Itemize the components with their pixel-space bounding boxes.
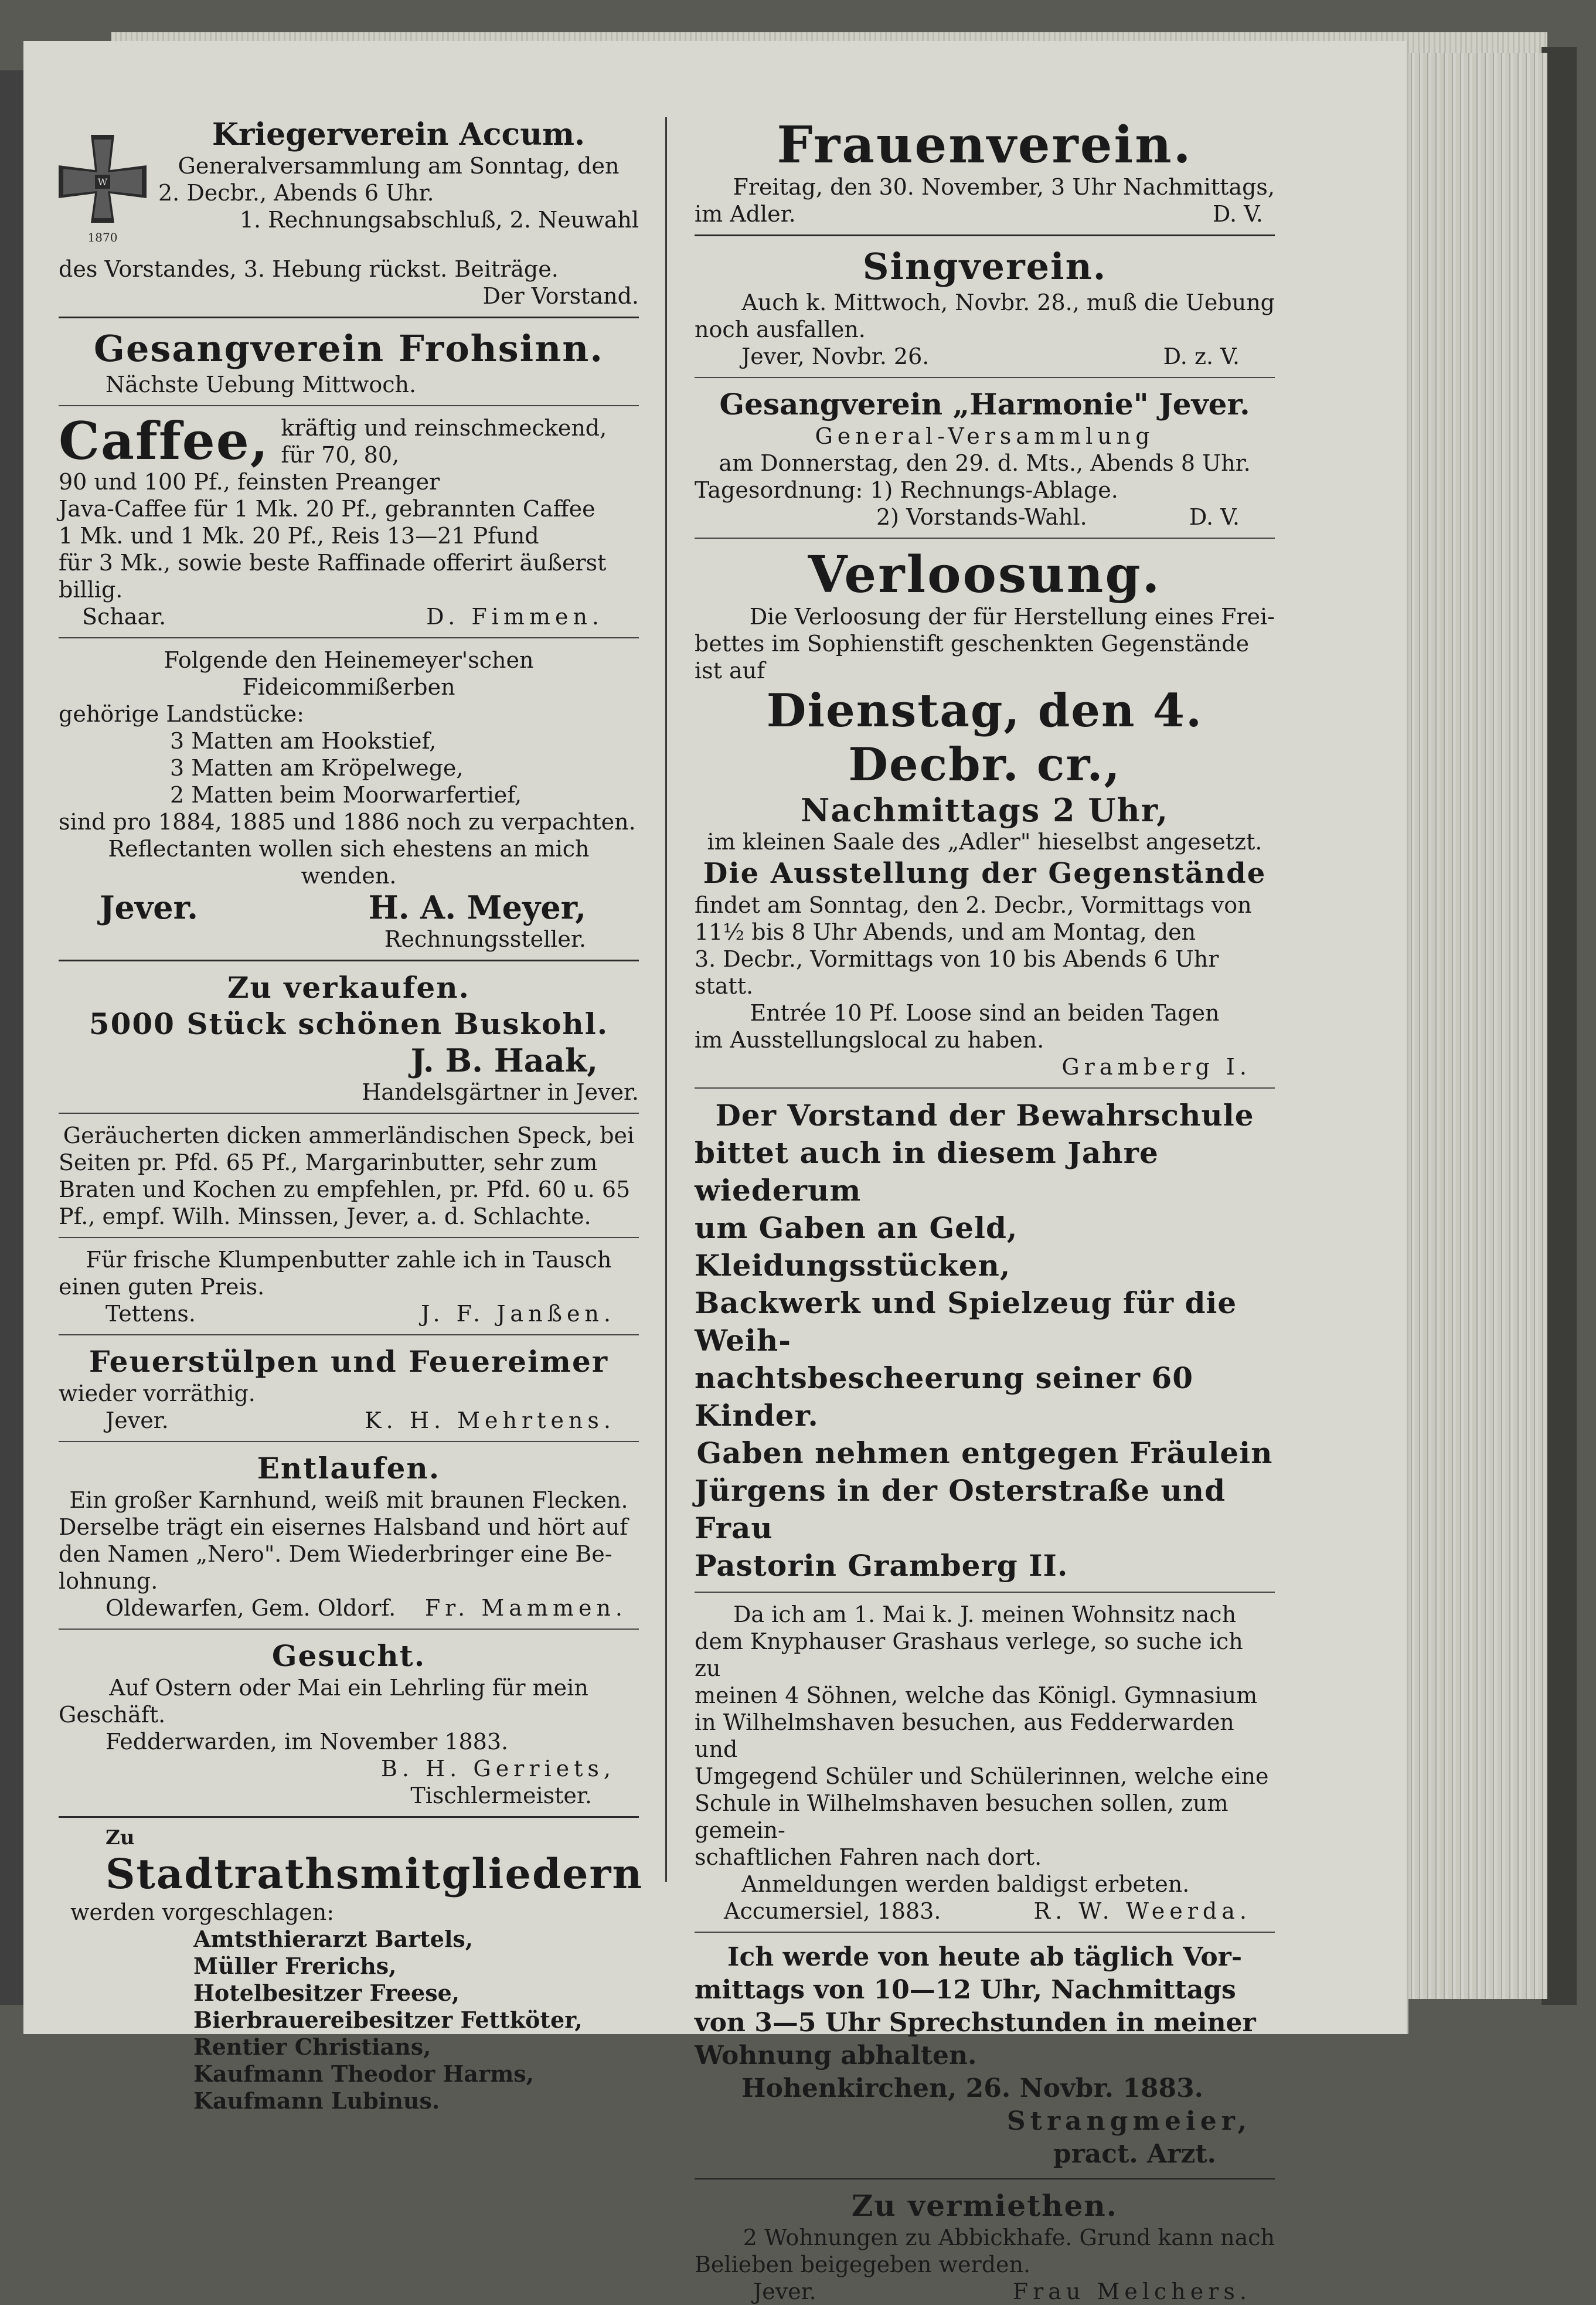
melchers-line-2: Belieben beigegeben werden. [695,2252,1031,2277]
janszen-line-2: einen guten Preis. [59,1274,265,1300]
divider [695,234,1275,236]
weerda-line-3: meinen 4 Söhnen, welche das Königl. Gymnasium [695,1682,1258,1708]
weerda-line-7: schaftlichen Fahren nach dort. [695,1844,1042,1870]
minssen-line-1: Geräucherten dicken ammerländischen Speck, bei [63,1123,635,1148]
meyer-line-1: Folgende den Heinemeyer'schen Fideicommißerben [164,647,534,700]
gerriets-role: Tischlermeister. [410,1783,592,1808]
verloosung-line-5: 3. Decbr., Vormittags von 10 bis Abends 6 Uhr statt. [695,946,1219,999]
mammen-line-1: Ein großer Karnhund, weiß mit braunen Flecken. [69,1487,628,1513]
minssen-line-3: Braten und Kochen zu empfehlen, pr. Pfd. 60 u. 65 [59,1177,631,1202]
kriegerverein-title: Kriegerverein Accum. [212,117,586,152]
frauenverein-title: Frauenverein. [777,115,1193,175]
verloosung-line-6: Entrée 10 Pf. Loose sind an beiden Tagen [750,1000,1220,1026]
minssen-line-2: Seiten pr. Pfd. 65 Pf., Margarinbutter, sehr zum [59,1150,598,1175]
mehrtens-title: Feuerstülpen und Feuereimer [89,1344,609,1379]
book-gutter [0,70,23,2005]
caffee-line-1: kräftig und reinschmeckend, für 70, 80, [281,415,607,468]
mehrtens-place: Jever. [106,1408,169,1433]
verloosung-line-3: findet am Sonntag, den 2. Decbr., Vormittags von [695,892,1252,918]
kv-line-1: Generalversammlung am Sonntag, den [178,153,620,179]
verloosung-line-7: im Ausstellungslocal zu haben. [695,1027,1044,1053]
harmonie-sign: D. V. [1189,504,1240,530]
divider [59,1629,639,1630]
mammen-line-3: den Namen „Nero". Dem Wiederbringer eine Be- [59,1541,612,1567]
ad-verloosung [695,547,1275,1080]
frauenverein-sign: D. V. [1212,201,1263,227]
frauenverein-line: Freitag, den 30. November, 3 Uhr Nachmittags, [733,174,1275,200]
stadtrath-name-7: Kaufmann Lubinus. [193,2088,440,2114]
divider [59,637,639,638]
bewahr-line-7: Jürgens in der Osterstraße und Frau [695,1473,1226,1545]
weerda-line-8: Anmeldungen werden baldigst erbeten. [741,1871,1190,1897]
haak-title: Zu verkaufen. [227,970,470,1005]
strang-line-3: von 3—5 Uhr Sprechstunden in meiner [695,2008,1256,2038]
meyer-line-2: gehörige Landstücke: [59,701,304,727]
meyer-role: Rechnungssteller. [384,926,586,952]
stadtrath-prefix: Zu [106,1826,135,1850]
svg-text:W: W [97,176,108,188]
meyer-name: H. A. Meyer, [368,889,586,926]
caffee-word: Caffee, [59,410,270,471]
divider [695,1932,1275,1933]
verloosung-line-2: bettes im Sophienstift geschenkten Gegenstände ist auf [695,631,1250,684]
gerriets-name: B. H. Gerriets, [380,1756,615,1782]
stadtrath-title: Stadtrathsmitgliedern [106,1850,644,1898]
weerda-line-2: dem Knyphauser Grashaus verlege, so suche ich zu [695,1629,1243,1681]
weerda-place: Accumersiel, 1883. [724,1898,941,1924]
harmonie-title: Gesangverein „Harmonie" Jever. [719,387,1250,421]
bewahr-line-3: um Gaben an Geld, Kleidungsstücken, [695,1211,1018,1283]
bewahr-line-2: bittet auch in diesem Jahre wiederum [695,1135,1159,1208]
caffee-name: D. Fimmen. [426,604,604,630]
mammen-name: Fr. Mammen. [424,1595,627,1621]
gerriets-line-2: Geschäft. [59,1702,166,1728]
haak-role: Handelsgärtner in Jever. [362,1079,639,1105]
iron-cross-icon [59,135,147,246]
strang-dateline: Hohenkirchen, 26. Novbr. 1883. [741,2073,1204,2103]
strang-line-2: mittags von 10—12 Uhr, Nachmittags [695,1975,1236,2005]
ad-frohsinn [59,327,639,398]
meyer-item-1: 3 Matten am Hookstief, [170,728,437,754]
harmonie-agenda-1: Tagesordnung: 1) Rechnungs-Ablage. [695,477,1118,503]
ad-caffee [59,410,639,630]
ad-minssen [59,1122,639,1230]
janszen-name: J. F. Janßen. [421,1301,615,1327]
divider [59,1334,639,1335]
weerda-line-1: Da ich am 1. Mai k. J. meinen Wohnsitz nach [733,1602,1237,1627]
divider [59,960,639,961]
divider [59,1113,639,1114]
mammen-title: Entlaufen. [257,1451,441,1485]
weerda-name: R. W. Weerda. [1033,1898,1251,1924]
divider [695,1087,1275,1089]
ad-strangmeier [695,1941,1275,2171]
caffee-line-5: für 3 Mk., sowie beste Raffinade offerirt äußerst billig. [59,550,607,603]
divider [695,538,1275,539]
janszen-line-1: Für frische Klumpenbutter zahle ich in Tausch [86,1247,612,1273]
stadtrath-name-2: Müller Frerichs, [193,1953,397,1979]
ad-meyer [59,647,639,953]
mehrtens-line: wieder vorräthig. [59,1381,256,1406]
verloosung-line-1: Die Verloosung der für Herstellung eines Frei- [749,604,1275,630]
gerriets-title: Gesucht. [271,1638,426,1673]
harmonie-agenda-2: 2) Vorstands-Wahl. [876,504,1087,530]
bewahr-line-8: Pastorin Gramberg II. [695,1548,1068,1583]
bewahr-line-5: nachtsbescheerung seiner 60 Kinder. [695,1361,1193,1433]
ad-janszen [59,1246,639,1327]
mammen-line-2: Derselbe trägt ein eisernes Halsband und hört auf [59,1514,628,1540]
weerda-line-5: Umgegend Schüler und Schülerinnen, welche eine [695,1763,1269,1789]
gerriets-line-1: Auf Ostern oder Mai ein Lehrling für mein [109,1675,588,1701]
verloosung-dienstag: Dienstag, den 4. Decbr. cr., [766,684,1203,791]
kv-line-4: des Vorstandes, 3. Hebung rückst. Beiträge. [59,256,559,282]
melchers-title: Zu vermiethen. [851,2188,1118,2223]
left-column [59,117,644,2114]
janszen-place: Tettens. [106,1301,196,1327]
ad-kriegerverein [59,117,639,276]
column-divider [665,117,667,1882]
strang-line-1: Ich werde von heute ab täglich Vor- [727,1942,1243,1972]
verloosung-line-4: 11½ bis 8 Uhr Abends, und am Montag, den [695,919,1196,945]
meyer-line-3: sind pro 1884, 1885 und 1886 noch zu verpachten. [59,809,636,835]
strang-name: Strangmeier, [1006,2106,1251,2136]
frauenverein-place: im Adler. [695,201,796,227]
mammen-place: Oldewarfen, Gem. Oldorf. [106,1595,396,1621]
melchers-line-1: 2 Wohnungen zu Abbickhafe. Grund kann nach [743,2225,1275,2250]
singverein-place: Jever, Novbr. 26. [741,344,930,369]
stadtrath-name-1: Amtsthierarzt Bartels, [193,1926,474,1952]
haak-headline: 5000 Stück schönen Buskohl. [89,1007,609,1041]
meyer-place: Jever. [100,889,198,926]
right-column [695,117,1275,2305]
verloosung-title: Verloosung. [808,545,1162,604]
verloosung-place: im kleinen Saale des „Adler" hieselbst angesetzt. [707,829,1262,855]
ad-harmonie [695,386,1275,531]
divider [59,1816,639,1818]
harmonie-sub: General-Versammlung [815,423,1155,449]
ad-gerriets [59,1638,639,1809]
verloosung-ausstellung: Die Ausstellung der Gegenstände [703,857,1267,890]
mammen-line-4: lohnung. [59,1568,158,1594]
weerda-line-4: in Wilhelmshaven besuchen, aus Fedderwarden und [695,1709,1234,1762]
caffee-line-4: 1 Mk. und 1 Mk. 20 Pf., Reis 13—21 Pfund [59,523,539,549]
meyer-line-4: Reflectanten wollen sich ehestens an mich wenden. [108,836,590,889]
ad-mammen [59,1450,639,1621]
divider [59,405,639,406]
ad-bewahrschule [695,1097,1275,1585]
verloosung-name: Gramberg I. [1061,1054,1251,1080]
frohsinn-line: Nächste Uebung Mittwoch. [106,372,417,397]
bewahr-line-1: Der Vorstand der Bewahrschule [715,1098,1254,1133]
svg-text:1870: 1870 [87,230,118,244]
bewahr-line-6: Gaben nehmen entgegen Fräulein [696,1436,1273,1470]
singverein-sign: D. z. V. [1163,344,1240,369]
stadtrath-name-5: Rentier Christians, [193,2034,431,2060]
page-stack [1407,53,1547,1999]
meyer-item-2: 3 Matten am Kröpelwege, [170,755,464,781]
kv-sign: Der Vorstand. [482,283,639,309]
mehrtens-name: K. H. Mehrtens. [365,1408,615,1433]
ad-melchers [695,2188,1275,2305]
ad-frauenverein [695,117,1275,227]
frohsinn-title: Gesangverein Frohsinn. [94,327,604,370]
ad-singverein [695,244,1275,370]
singverein-line-1: Auch k. Mittwoch, Novbr. 28., muß die Uebung [741,290,1275,315]
strang-role: pract. Arzt. [1053,2139,1216,2169]
bewahr-line-4: Backwerk und Spielzeug für die Weih- [695,1286,1237,1358]
caffee-line-2: 90 und 100 Pf., feinsten Preanger [59,469,440,495]
ad-mehrtens [59,1344,639,1434]
caffee-place: Schaar. [82,604,166,630]
kv-line-3: 1. Rechnungsabschluß, 2. Neuwahl [239,207,639,233]
stadtrath-name-3: Hotelbesitzer Freese, [193,1980,460,2006]
ad-haak [59,970,639,1106]
stadtrath-name-6: Kaufmann Theodor Harms, [193,2061,534,2087]
ad-stadtrath [59,1826,644,2114]
haak-name: J. B. Haak, [410,1042,598,1079]
harmonie-date: am Donnerstag, den 29. d. Mts., Abends 8 Uhr. [719,450,1251,476]
divider [59,317,639,318]
stadtrath-intro: werden vorgeschlagen: [70,1899,335,1925]
kv-line-2: 2. Decbr., Abends 6 Uhr. [158,180,434,206]
ad-weerda [695,1601,1275,1925]
verloosung-time: Nachmittags 2 Uhr, [800,791,1169,829]
singverein-line-2: noch ausfallen. [695,317,866,342]
meyer-item-3: 2 Matten beim Moorwarfertief, [170,782,522,808]
divider [59,1441,639,1442]
divider [695,377,1275,378]
divider [695,2178,1275,2180]
stadtrath-name-4: Bierbrauereibesitzer Fettköter, [193,2007,583,2033]
gerriets-line-3: Fedderwarden, im November 1883. [106,1729,509,1755]
divider [59,1237,639,1238]
singverein-title: Singverein. [862,245,1107,288]
weerda-line-6: Schule in Wilhelmshaven besuchen sollen, zum gemein- [695,1790,1229,1843]
melchers-name: Frau Melchers. [1012,2279,1251,2304]
caffee-line-3: Java-Caffee für 1 Mk. 20 Pf., gebrannten Caffee [59,496,595,522]
divider [695,1592,1275,1593]
minssen-line-4: Pf., empf. Wilh. Minssen, Jever, a. d. Schlachte. [59,1204,591,1229]
strang-line-4: Wohnung abhalten. [695,2041,977,2071]
melchers-place: Jever. [753,2279,816,2304]
